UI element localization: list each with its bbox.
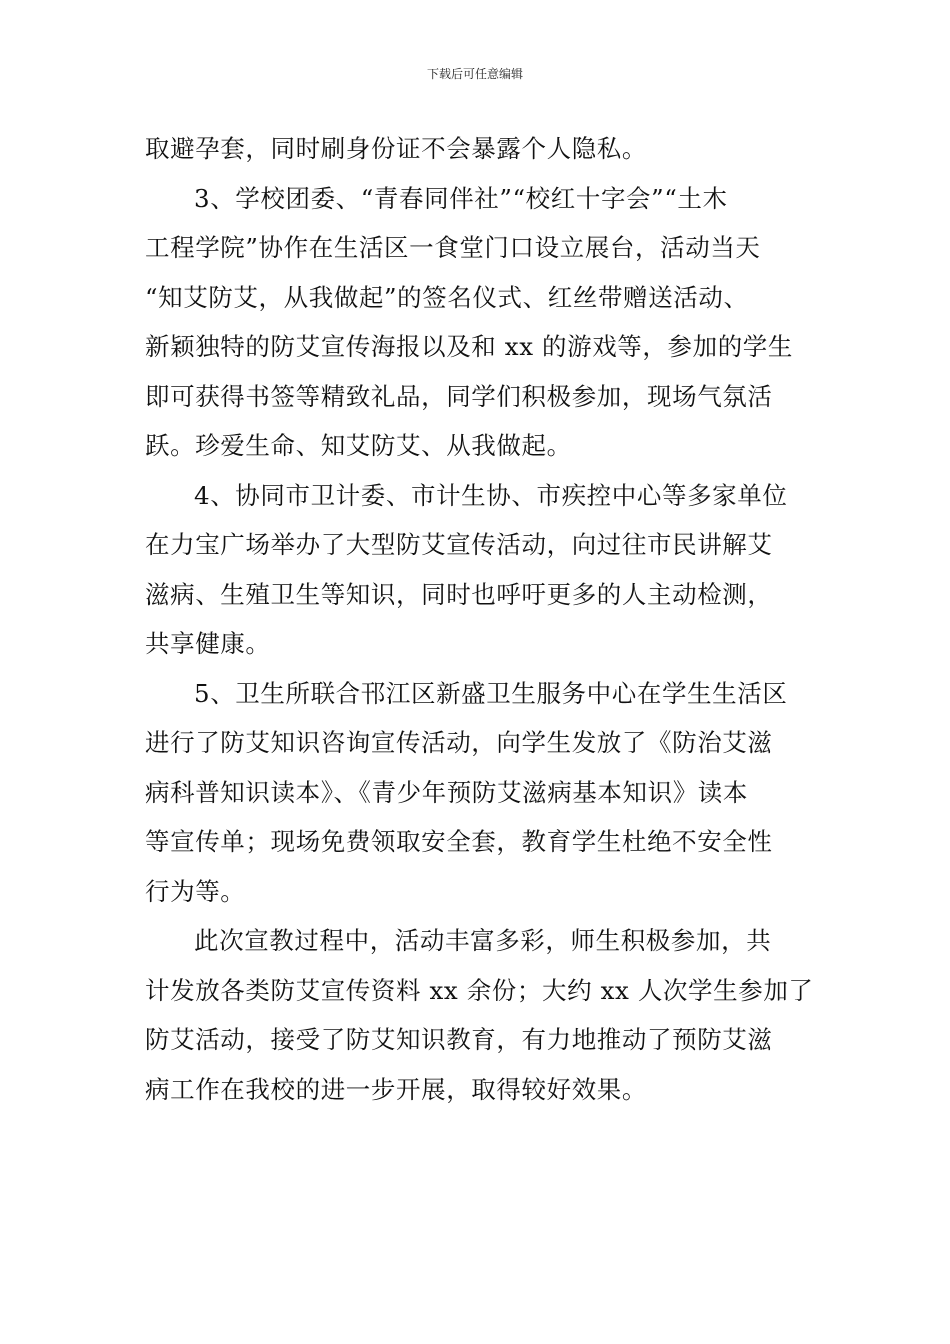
text-line: 进行了防艾知识咨询宣传活动，向学生发放了《防治艾滋 xyxy=(145,728,773,757)
download-note: 下载后可任意编辑 xyxy=(426,67,523,81)
text-line: 等宣传单；现场免费领取安全套，教育学生杜绝不安全性 xyxy=(145,827,773,856)
body-text xyxy=(145,124,814,1114)
text-line: “知艾防艾，从我做起”的签名仪式、红丝带赠送活动、 xyxy=(145,282,749,312)
text-line: 病科普知识读本》、《青少年预防艾滋病基本知识》读本 xyxy=(145,777,748,807)
text-line: 4、协同市卫计委、市计生协、市疾控中心等多家单位 xyxy=(194,480,788,510)
text-line: 跃。珍爱生命、知艾防艾、从我做起。 xyxy=(145,431,572,460)
text-line: 在力宝广场举办了大型防艾宣传活动，向过往市民讲解艾 xyxy=(145,530,773,559)
text-line: 病工作在我校的进一步开展，取得较好效果。 xyxy=(145,1074,647,1104)
text-line: 此次宣教过程中，活动丰富多彩，师生积极参加，共 xyxy=(194,926,772,955)
text-line: 防艾活动，接受了防艾知识教育，有力地推动了预防艾滋 xyxy=(145,1025,773,1054)
text-line: 共享健康。 xyxy=(145,629,271,658)
text-line: 5、卫生所联合邗江区新盛卫生服务中心在学生生活区 xyxy=(194,678,788,708)
text-line: 3、学校团委、“青春同伴社”“校红十字会”“土木 xyxy=(194,183,728,213)
text-line: 工程学院”协作在生活区一食堂门口设立展台，活动当天 xyxy=(145,233,761,262)
text-line: 取避孕套，同时刷身份证不会暴露个人隐私。 xyxy=(145,134,647,163)
text-line: 行为等。 xyxy=(145,876,246,906)
text-line: 滋病、生殖卫生等知识，同时也呼吁更多的人主动检测， xyxy=(145,579,773,609)
text-line: 即可获得书签等精致礼品，同学们积极参加，现场气氛活 xyxy=(145,381,773,411)
text-line: 新颖独特的防艾宣传海报以及和 xx 的游戏等，参加的学生 xyxy=(145,332,794,361)
text-line: 计发放各类防艾宣传资料 xx 余份；大约 xx 人次学生参加了 xyxy=(145,975,814,1005)
